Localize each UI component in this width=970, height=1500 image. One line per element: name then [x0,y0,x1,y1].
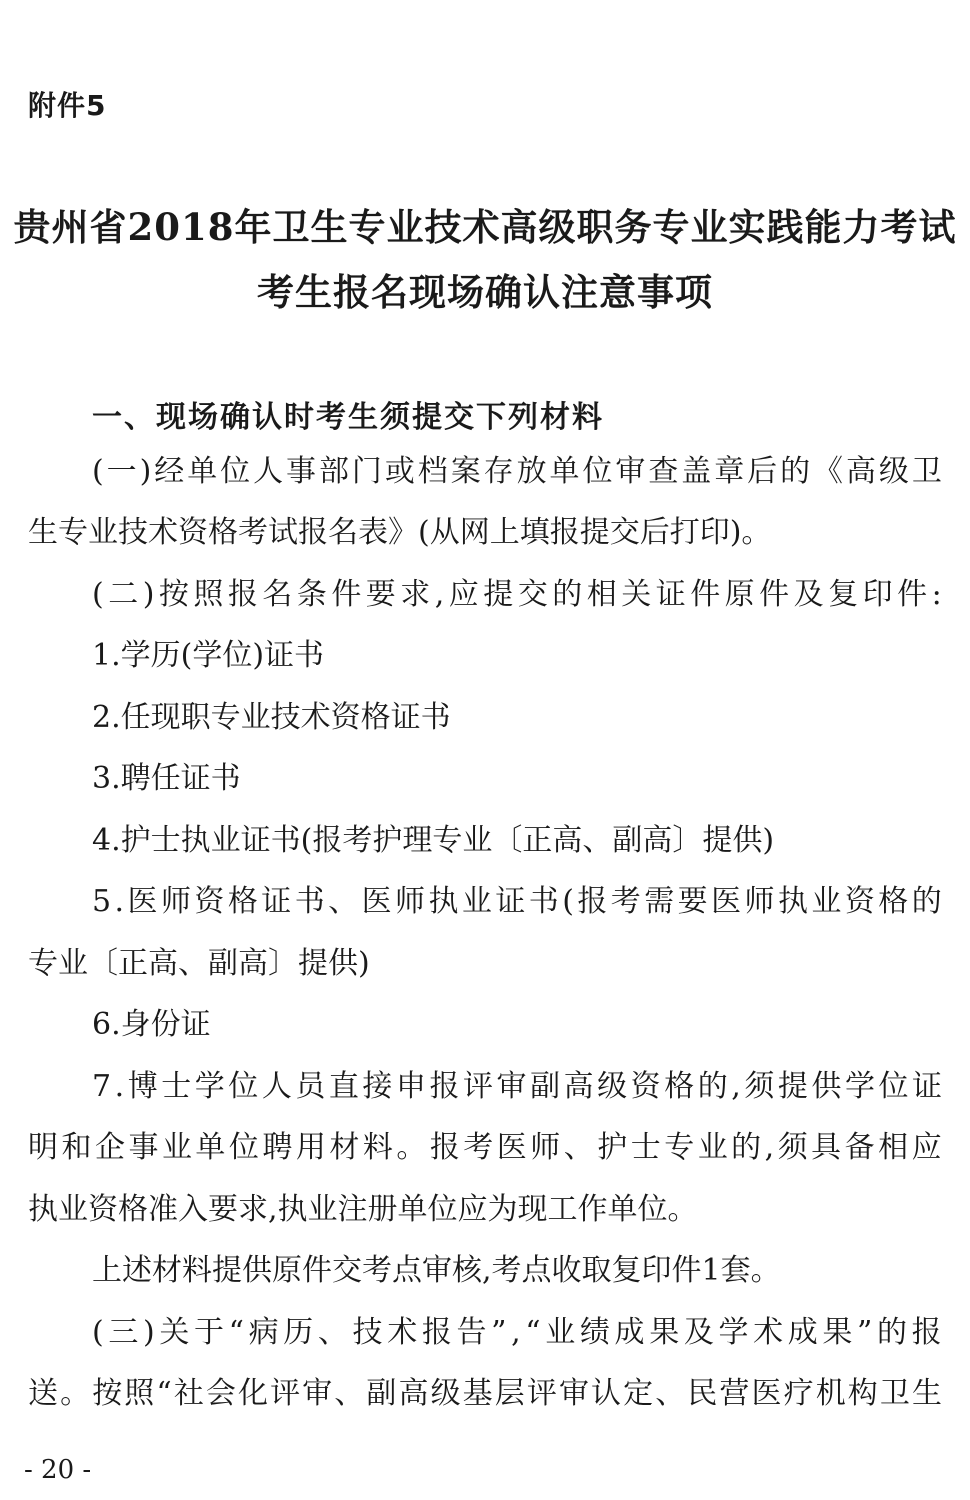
materials-note: 上述材料提供原件交考点审核,考点收取复印件1套。 [92,1253,781,1288]
section-heading: 一、现场确认时考生须提交下列材料 [92,400,604,435]
body-line-1: ( 一 ) 经 单 位 人 事 部 门 或 档 案 存 放 单 位 审 查 盖 章 后 的 《 高 级 卫 [92,454,942,489]
attachment-label: 附件5 [28,89,107,122]
subsection-3-line-1: ( 三 ) 关 于 “ 病 历 、 技 术 报 告 ” , “ 业 绩 成 果 及 学 术 成 果 ” 的 报 [92,1315,942,1350]
list-item-7: 7 . 博 士 学 位 人 员 直 接 申 报 评 审 副 高 级 资 格 的 , 须 提 供 学 位 证 [92,1069,942,1104]
subsection-3-line-2: 送 。 按 照 “ 社 会 化 评 审 、 副 高 级 基 层 评 审 认 定 、 民 营 医 疗 机 构 卫 生 [28,1376,942,1411]
list-item-1: 1.学历(学位)证书 [92,638,325,673]
body-line-3: ( 二 ) 按 照 报 名 条 件 要 求 , 应 提 交 的 相 关 证 件 原 件 及 复 印 件 : [92,577,942,612]
list-item-6: 6.身份证 [92,1007,211,1042]
list-item-5-cont: 专业〔正高、副高〕提供) [28,946,370,981]
list-item-7-cont-1: 明 和 企 事 业 单 位 聘 用 材 料 。 报 考 医 师 、 护 士 专 业 的 , 须 具 备 相 应 [28,1130,942,1165]
list-item-3: 3.聘任证书 [92,761,241,796]
list-item-2: 2.任现职专业技术资格证书 [92,700,451,735]
list-item-4: 4.护士执业证书(报考护理专业〔正高、副高〕提供) [92,823,775,858]
body-line-2: 生专业技术资格考试报名表》(从网上填报提交后打印)。 [28,515,772,550]
page-number: - 20 - [24,1455,92,1485]
document-title-line-1: 贵州省2018年卫生专业技术高级职务专业实践能力考试 [13,205,957,249]
list-item-7-cont-2: 执业资格准入要求,执业注册单位应为现工作单位。 [28,1192,698,1227]
list-item-5: 5 . 医 师 资 格 证 书 、 医 师 执 业 证 书 ( 报 考 需 要 医 师 执 业 资 格 的 [92,884,942,919]
document-title-line-2: 考生报名现场确认注意事项 [257,270,713,314]
